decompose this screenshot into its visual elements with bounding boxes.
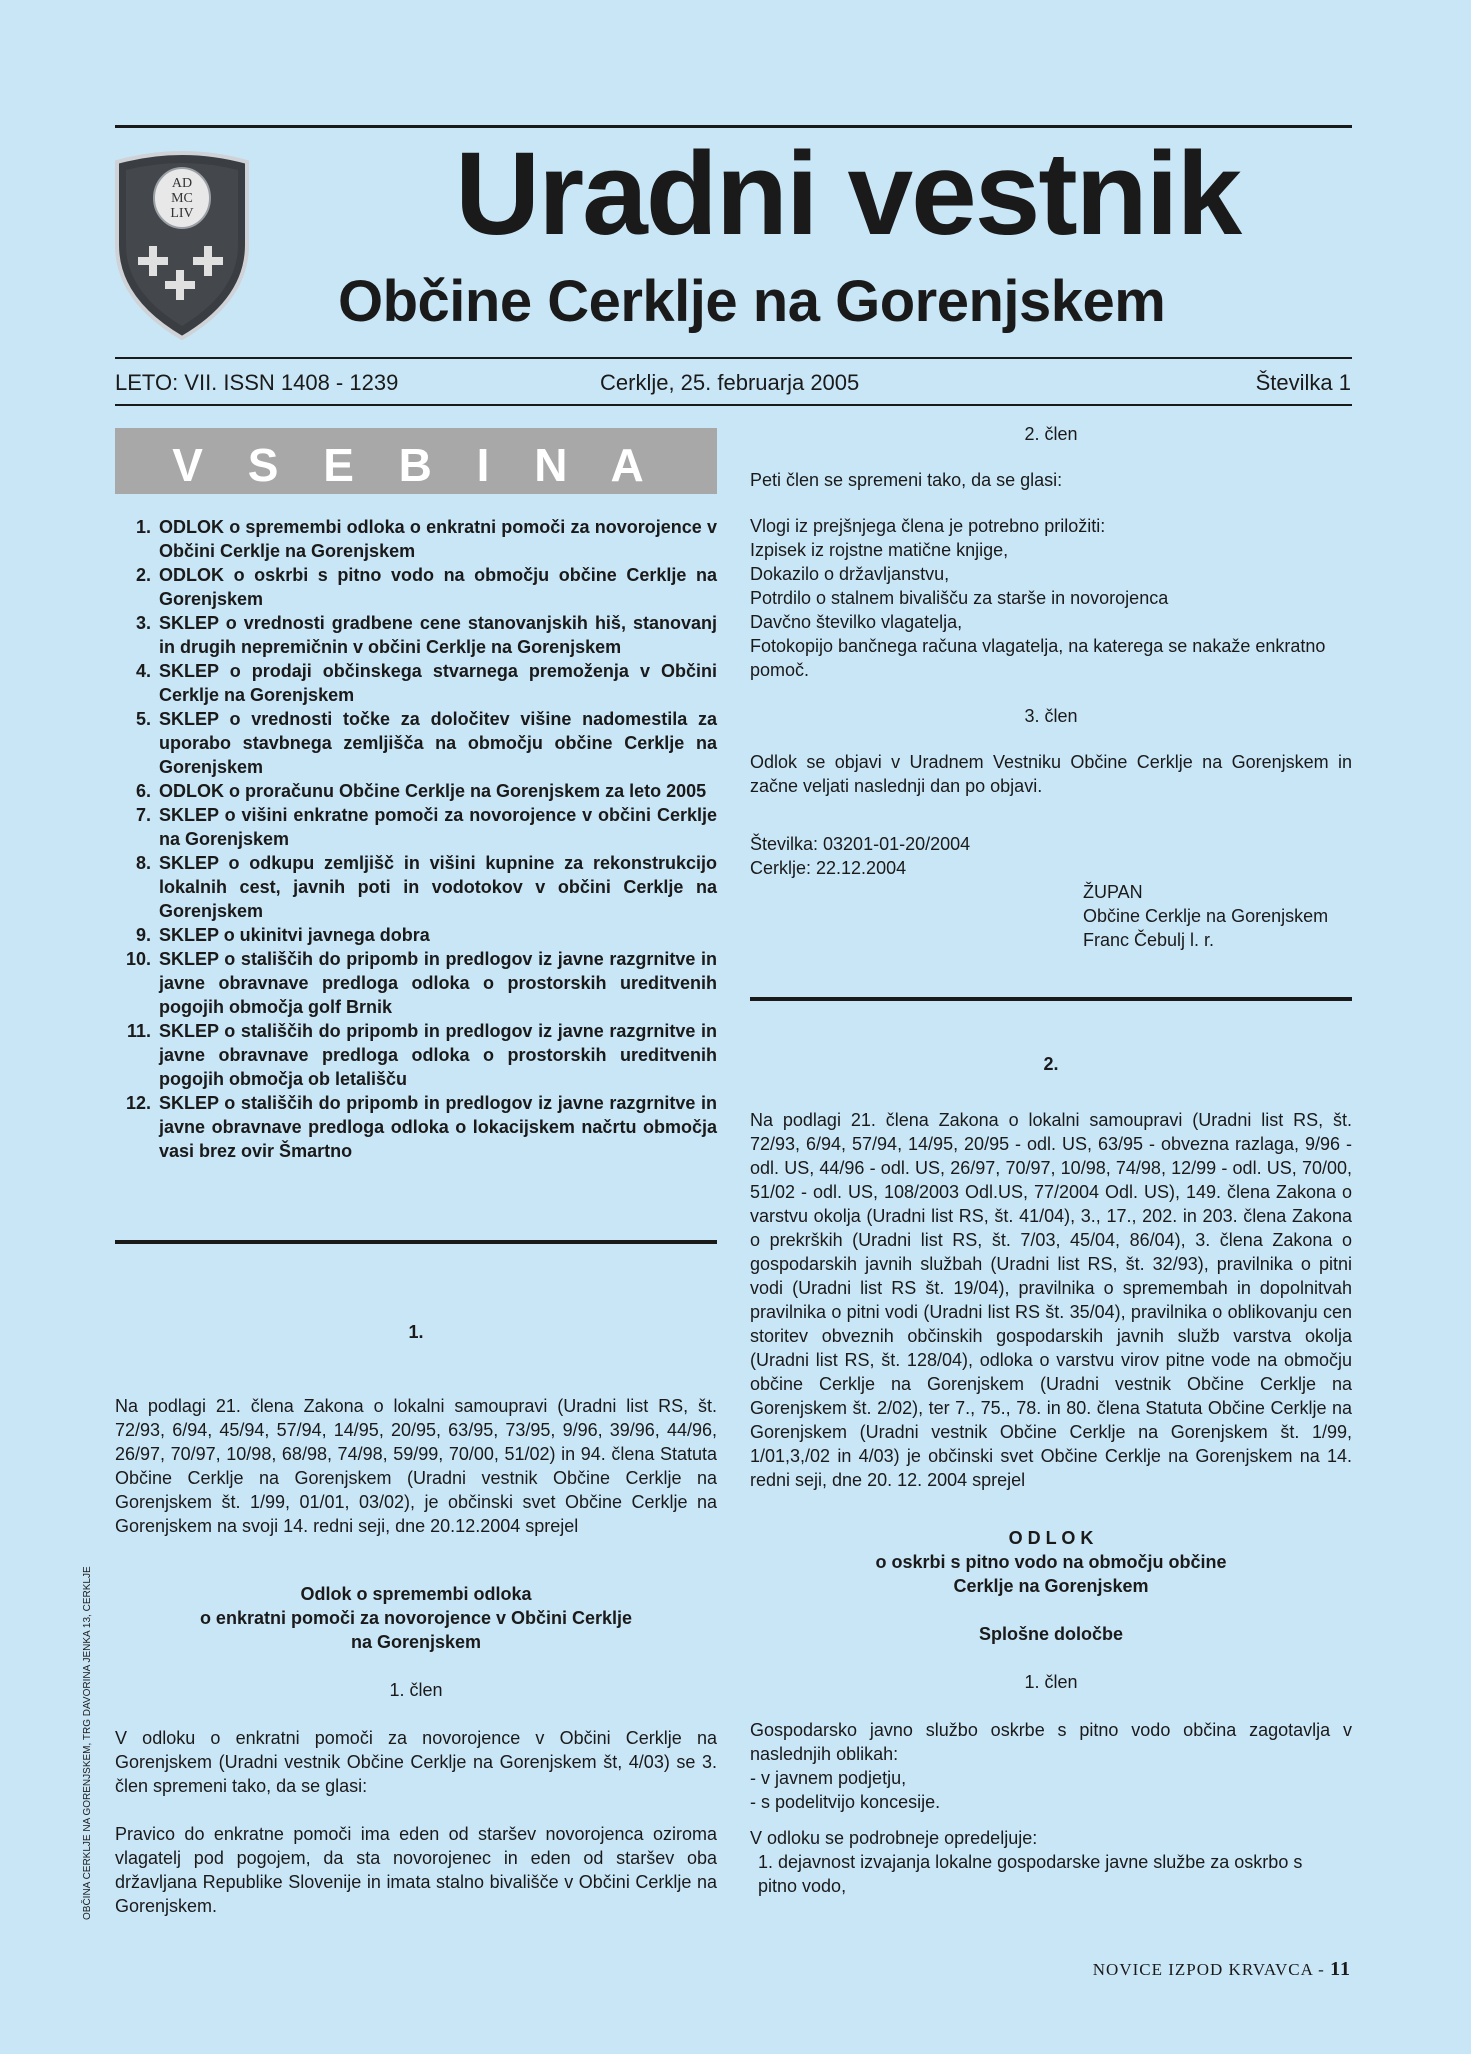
- document-reference-number: Številka: 03201-01-20/2004: [750, 834, 971, 854]
- issue-date: Cerklje, 25. februarja 2005: [600, 370, 860, 395]
- document-title: O D L O K o oskrbi s pitno vodo na območju občine Cerklje na Gorenjskem: [875, 1528, 1227, 1596]
- toc-item: 4. SKLEP o prodaji občinskega stvarnega premoženja v Občini Cerklje na Gorenjskem: [135, 661, 717, 705]
- toc-item: 8. SKLEP o odkupu zemljišč in višini kupnine za rekonstrukcijo lokalnih cest, javnih poti in vodotokov v občini Cerklje na Gorenjskem: [135, 853, 717, 921]
- toc-item: 5. SKLEP o vrednosti točke za določitev višine nadomestila za uporabo stavbnega zemljišča na območju občine Cerklje na Gorenjskem: [135, 709, 717, 777]
- coat-of-arms-logo: [112, 150, 252, 340]
- article-heading: 1. člen: [389, 1680, 443, 1700]
- publisher-address-vertical: OBČINA CERKLJE NA GORENJSKEM, TRG DAVORINA JENKA 13, CERKLJE: [82, 1566, 93, 1920]
- paragraph: Odlok se objavi v Uradnem Vestniku Občine Cerklje na Gorenjskem in začne veljati naslednji dan po objavi.: [750, 752, 1352, 796]
- page-number: 11: [1330, 1958, 1351, 1980]
- toc-item: 2. ODLOK o oskrbi s pitno vodo na območju občine Cerklje na Gorenjskem: [135, 565, 717, 609]
- paragraph: V odloku o enkratni pomoči za novorojence v Občini Cerklje na Gorenjskem (Uradni vestnik Občine Cerklje na Gorenjskem št, 4/03) se 3. člen spremeni tako, da se glasi:: [115, 1728, 717, 1796]
- infoline-rule: [115, 404, 1352, 406]
- left-document: [115, 1320, 717, 1918]
- issue-year-issn: LETO: VII. ISSN 1408 - 1239: [115, 370, 399, 395]
- masthead-title: Uradni vestnik: [455, 128, 1241, 260]
- signature-block: ŽUPAN Občine Cerklje na Gorenjskem Franc Čebulj l. r.: [1083, 882, 1329, 950]
- toc-item: 9. SKLEP o ukinitvi javnega dobra: [135, 925, 430, 945]
- toc-item: 10. SKLEP o stališčih do pripomb in predlogov iz javne razgrnitve in javne obravnave predloga odloka o prostorskih ureditvenih pogojih območja golf Brnik: [125, 949, 717, 1017]
- list-item: 1. dejavnost izvajanja lokalne gospodarske javne službe za oskrbo s pitno vodo,: [758, 1852, 1303, 1896]
- document-preamble: Na podlagi 21. člena Zakona o lokalni samoupravi (Uradni list RS, št. 72/93, 6/94, 45/94, 57/94, 14/95, 20/95, 63/95, 73/95, 9/96, 39/96, 44/96, 26/97, 70/97, 10/98, 68/98, 74/98, 59/99, 70/00, 51/02) in 94. člena Statuta Občine Cerklje na Gorenjskem (Uradni vestnik Občine Cerklje na Gorenjskem št. 1/99, 01/01, 03/02), je občinski svet Občine Cerklje na Gorenjskem na svoji 14. redni seji, dne 20.12.2004 sprejel: [115, 1396, 717, 1536]
- table-of-contents: [115, 515, 717, 1163]
- toc-item: 7. SKLEP o višini enkratne pomoči za novorojence v občini Cerklje na Gorenjskem: [135, 805, 717, 849]
- list-item: - s podelitvijo koncesije.: [750, 1792, 941, 1812]
- toc-item: 6. ODLOK o proračunu Občine Cerklje na Gorenjskem za leto 2005: [135, 781, 707, 801]
- paragraph: V odloku se podrobneje opredeljuje:: [750, 1828, 1038, 1848]
- toc-item: 3. SKLEP o vrednosti gradbene cene stanovanjskih hiš, stanovanj in drugih nepremičnin v občini Cerklje na Gorenjskem: [135, 613, 717, 657]
- document-preamble: Na podlagi 21. člena Zakona o lokalni samoupravi (Uradni list RS, št. 72/93, 6/94, 57/94, 14/95, 20/95 - odl. US, 63/95 - obvezna razlaga, 9/96 - odl. US, 44/96 - odl. US, 26/97, 70/97, 10/98, 74/98, 12/99 - odl. US, 70/00, 51/02 - odl. US, 108/2003 Odl.US, 77/2004 Odl. US), 149. člena Zakona o varstvu okolja (Uradni list RS, št. 41/04), 3., 17., 202. in 203. člena Zakona o prekrških (Uradni list RS, št. 7/03, 45/04, 86/04), 3. člena Zakona o gospodarskih javnih službah (Uradni list RS, št. 32/93), pravilnika o pitni vodi (Uradni list RS št. 19/04), pravilnika o spremembah in dopolnitvah pravilnika o pitni vodi (Uradni list RS št. 35/04), pravilnika o oblikovanju cen storitev obveznih občinskih gospodarskih javnih služb varstva okolja (Uradni list RS, št. 128/04), odloka o varstvu virov pitne vode na območju občine Cerklje na Gorenjskem (Uradni vestnik Občine Cerklje na Gorenjskem št. 2/02), ter 7., 75., 78. in 80. člena Statuta Občine Cerklje na Gorenjskem (Uradni vestnik Občine Cerklje na Gorenjskem št. 1/99, 1/01,3,/02 in 4/03) je občinski svet Občine Cerklje na Gorenjskem na 14. redni seji, dne 20. 12. 2004 sprejel: [750, 1110, 1352, 1490]
- logo-text-line: AD: [171, 176, 193, 191]
- masthead-rule: [115, 357, 1352, 359]
- list-item: - v javnem podjetju,: [750, 1768, 907, 1788]
- toc-item: 11. SKLEP o stališčih do pripomb in predlogov iz javne razgrnitve in javne obravnave predloga odloka o prostorskih ureditvenih pogojih območja ob letališču: [126, 1021, 717, 1089]
- section-heading: Splošne določbe: [978, 1624, 1124, 1644]
- page-footer: [1093, 1958, 1351, 1981]
- toc-item: 12. SKLEP o stališčih do pripomb in predlogov iz javne razgrnitve in javne obravnave predloga odloka o lokacijskem načrtu območja vasi brez ovir Šmartno: [125, 1093, 717, 1161]
- contents-heading-bar: [115, 428, 717, 494]
- document-number: 1.: [408, 1322, 424, 1342]
- left-section-rule: [115, 1240, 717, 1244]
- right-section-rule: [750, 997, 1352, 1001]
- logo-text-line: MC: [171, 191, 193, 206]
- contents-heading: V S E B I N A: [172, 439, 660, 491]
- document-title: Odlok o spremembi odloka o enkratni pomoči za novorojence v Občini Cerklje na Gorenjskem: [199, 1584, 633, 1652]
- paragraph: Peti člen se spremeni tako, da se glasi:: [750, 470, 1063, 490]
- right-document-continued: [750, 422, 1352, 952]
- article-heading: 1. člen: [1024, 1672, 1078, 1692]
- issue-number: Številka 1: [1255, 370, 1351, 395]
- right-document-2: [750, 1052, 1352, 1898]
- masthead-subtitle: Občine Cerklje na Gorenjskem: [338, 269, 1166, 334]
- attachment-list: Vlogi iz prejšnjega člena je potrebno priložiti: Izpisek iz rojstne matične knjige, Dokazilo o državljanstvu, Potrdilo o stalnem bivališču za starše in novorojenca Davčno številko vlagatelja, Fotokopijo bančnega računa vlagatelja, na katerega se nakaže enkratno pomoč.: [750, 516, 1326, 680]
- article-heading: 2. člen: [1024, 424, 1078, 444]
- paragraph: Gospodarsko javno službo oskrbe s pitno vodo občina zagotavlja v naslednjih oblikah:: [750, 1720, 1352, 1764]
- toc-item: 1. ODLOK o spremembi odloka o enkratni pomoči za novorojence v Občini Cerklje na Gorenjskem: [135, 517, 717, 561]
- article-heading: 3. člen: [1024, 706, 1078, 726]
- paragraph: Pravico do enkratne pomoči ima eden od staršev novorojenca oziroma vlagatelj pod pogojem, da sta novorojenec in eden od staršev oba državljana Republike Slovenije in imata stalno bivališče v Občini Cerklje na Gorenjskem.: [115, 1824, 717, 1916]
- logo-text-line: LIV: [170, 206, 194, 221]
- document-date: Cerklje: 22.12.2004: [750, 858, 907, 878]
- footer-publication: NOVICE IZPOD KRVAVCA -: [1092, 1960, 1325, 1979]
- document-number: 2.: [1043, 1054, 1059, 1074]
